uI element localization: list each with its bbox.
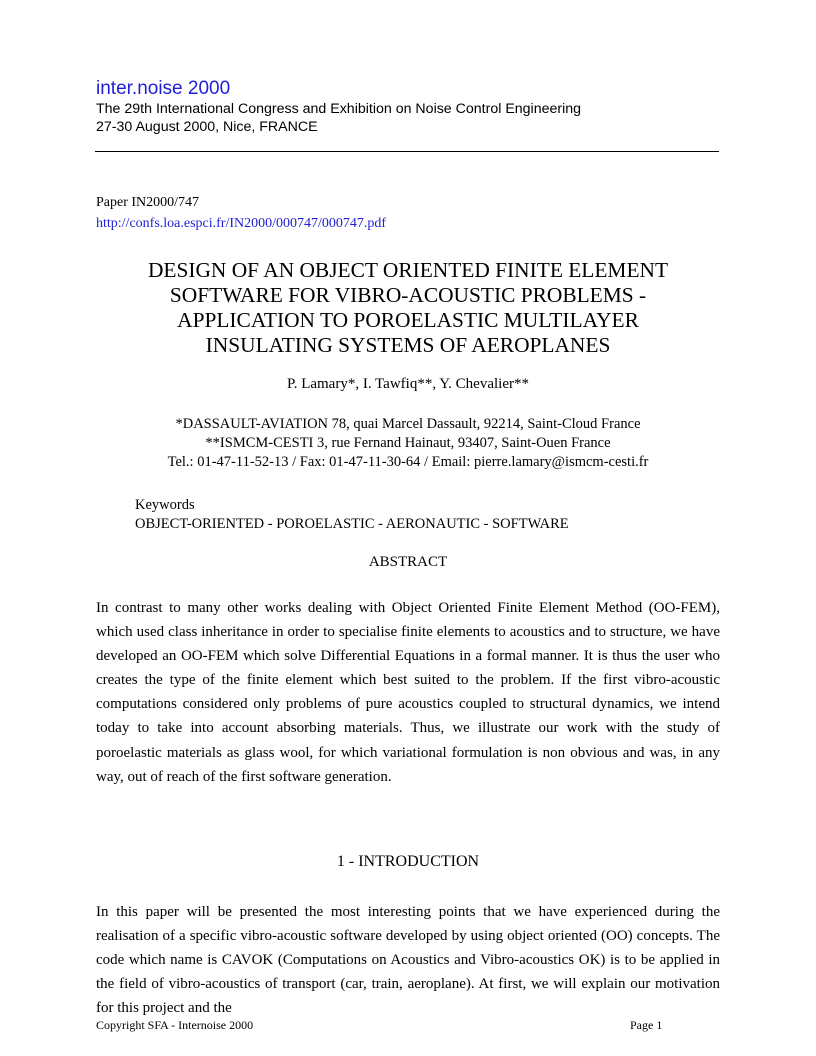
- paper-title: [96, 258, 720, 358]
- conference-dates: 27-30 August 2000, Nice, FRANCE: [96, 119, 318, 135]
- title-line: SOFTWARE FOR VIBRO-ACOUSTIC PROBLEMS -: [169, 283, 647, 307]
- header-divider: [95, 151, 719, 152]
- conference-subtitle: The 29th International Congress and Exhibition on Noise Control Engineering: [96, 101, 582, 117]
- introduction-text: In this paper will be presented the most interesting points that we have experienced during the realisation of a specific vibro-acoustic software developed by using object oriented (OO) concepts. The code which name is CAVOK (Computations on Acoustics and Vibro-acoustics OK) is to be applied in the field of vibro-acoustics of transport (car, train, aeroplane). At first, we will explain our motivation for this project and the: [96, 904, 720, 1017]
- footer-page-number: Page 1: [630, 1018, 663, 1032]
- footer-copyright: Copyright SFA - Internoise 2000: [96, 1018, 254, 1032]
- paper-id: Paper IN2000/747: [96, 195, 200, 210]
- introduction-heading: 1 - INTRODUCTION: [336, 853, 480, 870]
- abstract-text: In contrast to many other works dealing with Object Oriented Finite Element Method (OO-FEM), which used class inheritance in order to specialise finite elements to acoustics and to structure, we have developed an OO-FEM which solve Differential Equations in a formal manner. It is thus the user who creates the type of the finite element which best suited to the problem. If the first vibro-acoustic computations considered only problems of pure acoustics coupled to structural dynamics, we intend today to take into account absorbing materials. Thus, we illustrate our work with the study of poroelastic materials as glass wool, for which variational formulation is non obvious and was, in any way, out of reach of the first software generation.: [96, 600, 720, 785]
- title-line: DESIGN OF AN OBJECT ORIENTED FINITE ELEMENT: [147, 258, 669, 282]
- title-line: INSULATING SYSTEMS OF AEROPLANES: [205, 333, 611, 357]
- conference-name: inter.noise 2000: [96, 78, 231, 99]
- contact-info: Tel.: 01-47-11-52-13 / Fax: 01-47-11-30-64 / Email: pierre.lamary@ismcm-cesti.fr: [167, 454, 649, 470]
- title-line: APPLICATION TO POROELASTIC MULTILAYER: [177, 308, 639, 332]
- affiliation-2: **ISMCM-CESTI 3, rue Fernand Hainaut, 93407, Saint-Ouen France: [205, 435, 611, 451]
- keywords-label: Keywords: [135, 497, 195, 513]
- keywords-list: OBJECT-ORIENTED - POROELASTIC - AERONAUTIC - SOFTWARE: [135, 516, 569, 532]
- abstract-heading: ABSTRACT: [368, 554, 448, 570]
- affiliation-1: *DASSAULT-AVIATION 78, quai Marcel Dassault, 92214, Saint-Cloud France: [175, 416, 641, 432]
- paper-url-link[interactable]: http://confs.loa.espci.fr/IN2000/000747/000747.pdf: [96, 216, 387, 231]
- authors: P. Lamary*, I. Tawfiq**, Y. Chevalier**: [287, 376, 529, 392]
